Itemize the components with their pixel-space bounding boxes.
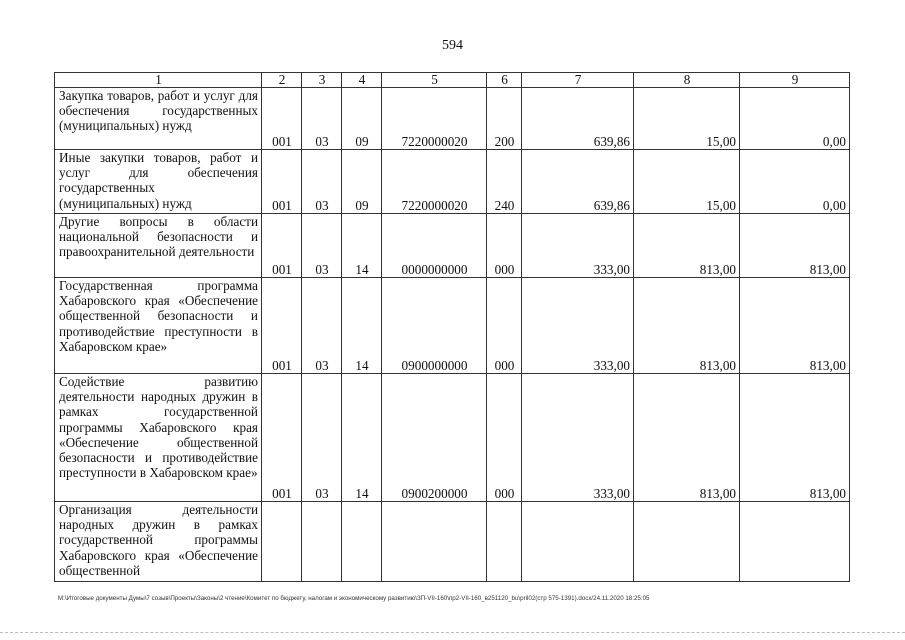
amount-col9: 0,00 <box>740 150 850 214</box>
subsection-code: 14 <box>342 278 382 374</box>
ministry-code: 001 <box>262 88 302 150</box>
amount-col9: 813,00 <box>740 214 850 278</box>
subsection-code: 14 <box>342 374 382 502</box>
row-name: Другие вопросы в области национальной безопасности и правоохранительной деятельности <box>55 214 262 278</box>
column-header-8: 8 <box>634 73 740 88</box>
section-code <box>302 502 342 582</box>
target-article-code: 0900000000 <box>382 278 487 374</box>
amount-col8: 813,00 <box>634 374 740 502</box>
row-name: Иные закупки товаров, работ и услуг для обеспечения государственных (муниципальных) нужд <box>55 150 262 214</box>
page-number: 594 <box>442 38 463 53</box>
amount-col9: 813,00 <box>740 374 850 502</box>
column-header-6: 6 <box>487 73 522 88</box>
table-row <box>55 214 850 278</box>
target-article-code: 0900200000 <box>382 374 487 502</box>
amount-col9: 0,00 <box>740 88 850 150</box>
amount-col9: 813,00 <box>740 278 850 374</box>
table-row <box>55 88 850 150</box>
subsection-code <box>342 502 382 582</box>
row-name: Закупка товаров, работ и услуг для обеспечения государственных (муниципальных) нужд <box>55 88 262 150</box>
expense-type-code: 240 <box>487 150 522 214</box>
expense-type-code: 200 <box>487 88 522 150</box>
expense-type-code: 000 <box>487 278 522 374</box>
expense-type-code: 000 <box>487 374 522 502</box>
table-row <box>55 278 850 374</box>
target-article-code <box>382 502 487 582</box>
ministry-code: 001 <box>262 150 302 214</box>
expense-type-code: 000 <box>487 214 522 278</box>
row-name: Содействие развитию деятельности народных дружин в рамках государственной программы Хабаровского края «Обеспечение общественной безопасности и противодействие преступности в Хабаровском крае» <box>55 374 262 502</box>
ministry-code: 001 <box>262 214 302 278</box>
amount-col8: 813,00 <box>634 214 740 278</box>
ministry-code: 001 <box>262 278 302 374</box>
document-footer-path: M:\Итоговые документы Думы\7 созыв\Проекты\Законы\2 чтение\Комитет по бюджету, налогам и экономическому развитию\ЗП-VII-160\пр2-VII-160_в251120_bu\pril02(стр 575-1391).docx/24.11.2020 18:25:05 <box>58 595 650 602</box>
subsection-code: 09 <box>342 150 382 214</box>
column-header-7: 7 <box>522 73 634 88</box>
section-code: 03 <box>302 88 342 150</box>
column-header-2: 2 <box>262 73 302 88</box>
amount-col8 <box>634 502 740 582</box>
ministry-code <box>262 502 302 582</box>
table-row <box>55 374 850 502</box>
subsection-code: 09 <box>342 88 382 150</box>
amount-col7: 333,00 <box>522 214 634 278</box>
column-header-4: 4 <box>342 73 382 88</box>
target-article-code: 7220000020 <box>382 150 487 214</box>
amount-col7 <box>522 502 634 582</box>
row-name: Государственная программа Хабаровского края «Обеспечение общественной безопасности и противодействие преступности в Хабаровском крае» <box>55 278 262 374</box>
section-code: 03 <box>302 278 342 374</box>
page-edge-divider <box>0 632 905 633</box>
subsection-code: 14 <box>342 214 382 278</box>
section-code: 03 <box>302 150 342 214</box>
amount-col8: 15,00 <box>634 88 740 150</box>
amount-col7: 333,00 <box>522 278 634 374</box>
column-header-9: 9 <box>740 73 850 88</box>
column-header-1: 1 <box>55 73 262 88</box>
amount-col7: 639,86 <box>522 88 634 150</box>
amount-col7: 639,86 <box>522 150 634 214</box>
target-article-code: 0000000000 <box>382 214 487 278</box>
expense-type-code <box>487 502 522 582</box>
ministry-code: 001 <box>262 374 302 502</box>
amount-col8: 15,00 <box>634 150 740 214</box>
header-row <box>55 73 850 88</box>
amount-col7: 333,00 <box>522 374 634 502</box>
table-row <box>55 150 850 214</box>
column-header-3: 3 <box>302 73 342 88</box>
table-row <box>55 502 850 582</box>
amount-col9 <box>740 502 850 582</box>
target-article-code: 7220000020 <box>382 88 487 150</box>
row-name: Организация деятельности народных дружин в рамках государственной программы Хабаровского края «Обеспечение общественной <box>55 502 262 582</box>
amount-col8: 813,00 <box>634 278 740 374</box>
section-code: 03 <box>302 214 342 278</box>
budget-table <box>54 72 850 582</box>
column-header-5: 5 <box>382 73 487 88</box>
section-code: 03 <box>302 374 342 502</box>
